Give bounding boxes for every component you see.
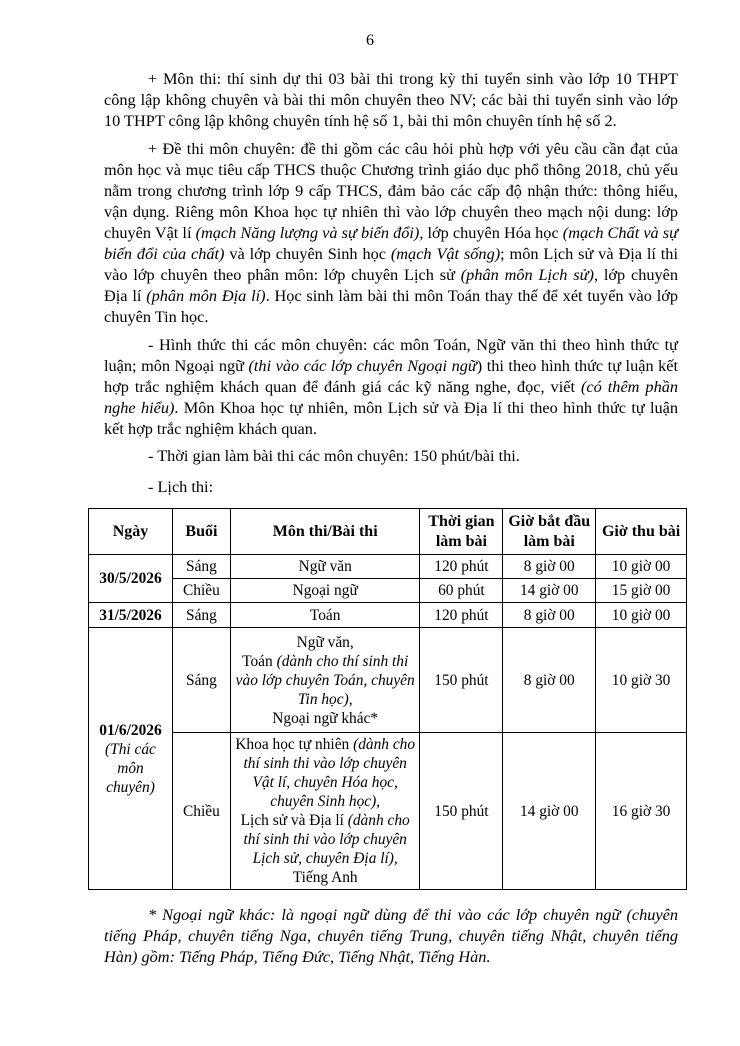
paragraph-hinh-thuc-thi xyxy=(104,334,678,439)
header-ngay: Ngày xyxy=(89,509,173,555)
subject-line: Ngữ văn, xyxy=(296,633,354,651)
session-cell: Sáng xyxy=(172,555,230,579)
footnote: * Ngoại ngữ khác: là ngoại ngữ dùng để thi vào các lớp chuyên ngữ (chuyên tiếng Pháp, chuyên tiếng Nga, chuyên tiếng Trung, chuyên tiếng Nhật, chuyên tiếng Hàn) gồm: Tiếng Pháp, Tiếng Đức, Tiếng Nhật, Tiếng Hàn. xyxy=(104,905,678,966)
subject-line: Khoa học tự nhiên xyxy=(235,736,354,753)
subject-note: (dành cho thí sinh thi vào lớp chuyên Lịch sử, chuyên Địa lí), xyxy=(243,812,410,867)
subject-line: Tiếng Anh xyxy=(292,869,358,886)
session-cell: Sáng xyxy=(172,603,230,628)
italic-span: (mạch Vật sống) xyxy=(390,244,501,263)
end-time-cell: 10 giờ 00 xyxy=(596,603,687,628)
text-span: , lớp chuyên Địa lí xyxy=(104,265,679,305)
date-cell: 31/5/2026 xyxy=(89,603,173,628)
end-time-cell: 16 giờ 30 xyxy=(596,733,687,890)
subject-note: (dành cho thí sinh thi vào lớp chuyên Toán, chuyên Tin học), xyxy=(235,652,415,708)
date-cell xyxy=(89,628,173,890)
header-buoi: Buổi xyxy=(172,509,230,555)
subject-line: Lịch sử và Địa lí xyxy=(240,812,348,829)
date-note: (Thi các môn chuyên) xyxy=(105,740,156,796)
table-header-row xyxy=(89,509,687,555)
session-cell: Chiều xyxy=(172,733,230,890)
duration-cell: 60 phút xyxy=(420,579,503,603)
text-span: ; môn Lịch sử và Địa lí thi vào lớp chuyên theo phân môn: lớp chuyên Lịch sử xyxy=(104,244,678,284)
subject-cell: Ngữ văn xyxy=(230,555,420,579)
italic-span: (mạch Năng lượng và sự biến đổi) xyxy=(195,223,420,242)
text-span: ) thi theo hình thức tự luận kết hợp trắc nghiệm khách quan để đánh giá các kỹ năng nghe, đọc, viết xyxy=(104,356,678,396)
paragraph-thoi-gian: - Thời gian làm bài thi các môn chuyên: 150 phút/bài thi. xyxy=(148,446,520,465)
table-row xyxy=(89,555,687,579)
italic-span: (có thêm phần nghe hiểu) xyxy=(104,377,678,417)
italic-span: (phân môn Lịch sử) xyxy=(460,265,594,284)
session-cell: Sáng xyxy=(172,628,230,733)
text-span: . Môn Khoa học tự nhiên, môn Lịch sử và Địa lí thi theo hình thức tự luận kết hợp trắc nghiệm khách quan. xyxy=(104,398,679,438)
header-mon-thi: Môn thi/Bài thi xyxy=(230,509,420,555)
table-row xyxy=(89,579,687,603)
start-time-cell: 14 giờ 00 xyxy=(503,733,596,890)
table-row xyxy=(89,733,687,890)
subject-cell xyxy=(230,733,420,890)
start-time-cell: 8 giờ 00 xyxy=(503,628,596,733)
end-time-cell: 10 giờ 00 xyxy=(596,555,687,579)
subject-line: Toán xyxy=(242,652,277,670)
exam-schedule-table xyxy=(88,508,687,890)
italic-span: (phân môn Địa lí) xyxy=(146,286,266,305)
header-thoi-gian: Thời gian làm bài xyxy=(420,509,503,555)
table-row xyxy=(89,628,687,733)
start-time-cell: 8 giờ 00 xyxy=(503,555,596,579)
date-text: 01/6/2026 xyxy=(99,721,162,739)
duration-cell: 150 phút xyxy=(420,733,503,890)
duration-cell: 150 phút xyxy=(420,628,503,733)
text-span: - Hình thức thi các môn chuyên: các môn Toán, Ngữ văn thi theo hình thức tự luận; môn Ngoại ngữ xyxy=(104,335,678,375)
italic-span: (mạch Chất và sự biến đổi của chất) xyxy=(104,223,678,263)
start-time-cell: 14 giờ 00 xyxy=(503,579,596,603)
subject-line: Ngoại ngữ khác* xyxy=(272,709,379,727)
text-span: + Đề thi môn chuyên: đề thi gồm các câu hỏi phù hợp với yêu cầu cần đạt của môn học và mục tiêu cấp THCS thuộc Chương trình giáo dục phổ thông 2018, chủ yếu nằm trong chương trình lớp 9 cấp THCS, đảm bảo các cấp độ nhận thức: thông hiểu, vận dụng. Riêng môn Khoa học tự nhiên thì vào lớp chuyên theo mạch nội dung: lớp chuyên Vật lí xyxy=(104,139,678,242)
subject-cell xyxy=(230,628,420,733)
end-time-cell: 15 giờ 00 xyxy=(596,579,687,603)
text-span: . Học sinh làm bài thi môn Toán thay thế để xét tuyển vào lớp chuyên Tin học. xyxy=(104,286,678,326)
subject-cell: Toán xyxy=(230,603,420,628)
italic-span: (thi vào các lớp chuyên Ngoại ngữ xyxy=(248,356,477,375)
header-gio-bat-dau: Giờ bắt đầu làm bài xyxy=(503,509,596,555)
paragraph-de-thi-mon-chuyen xyxy=(104,138,678,327)
paragraph-mon-thi: + Môn thi: thí sinh dự thi 03 bài thi trong kỳ thi tuyển sinh vào lớp 10 THPT công lập không chuyên và bài thi môn chuyên theo NV; các bài thi tuyển sinh vào lớp 10 THPT công lập không chuyên tính hệ số 1, bài thi môn chuyên tính hệ số 2. xyxy=(104,69,678,130)
text-span: và lớp chuyên Sinh học xyxy=(224,244,391,263)
session-cell: Chiều xyxy=(172,579,230,603)
paragraph-lich-thi: - Lịch thi: xyxy=(148,477,214,496)
header-gio-thu-bai: Giờ thu bài xyxy=(596,509,687,555)
subject-note: (dành cho thí sinh thi vào lớp chuyên Vật lí, chuyên Hóa học, chuyên Sinh học), xyxy=(243,736,416,810)
duration-cell: 120 phút xyxy=(420,603,503,628)
start-time-cell: 8 giờ 00 xyxy=(503,603,596,628)
page-number: 6 xyxy=(366,32,374,49)
table-row xyxy=(89,603,687,628)
duration-cell: 120 phút xyxy=(420,555,503,579)
subject-cell: Ngoại ngữ xyxy=(230,579,420,603)
date-cell: 30/5/2026 xyxy=(89,555,173,603)
end-time-cell: 10 giờ 30 xyxy=(596,628,687,733)
text-span: , lớp chuyên Hóa học xyxy=(419,223,563,242)
body-text xyxy=(104,68,678,507)
